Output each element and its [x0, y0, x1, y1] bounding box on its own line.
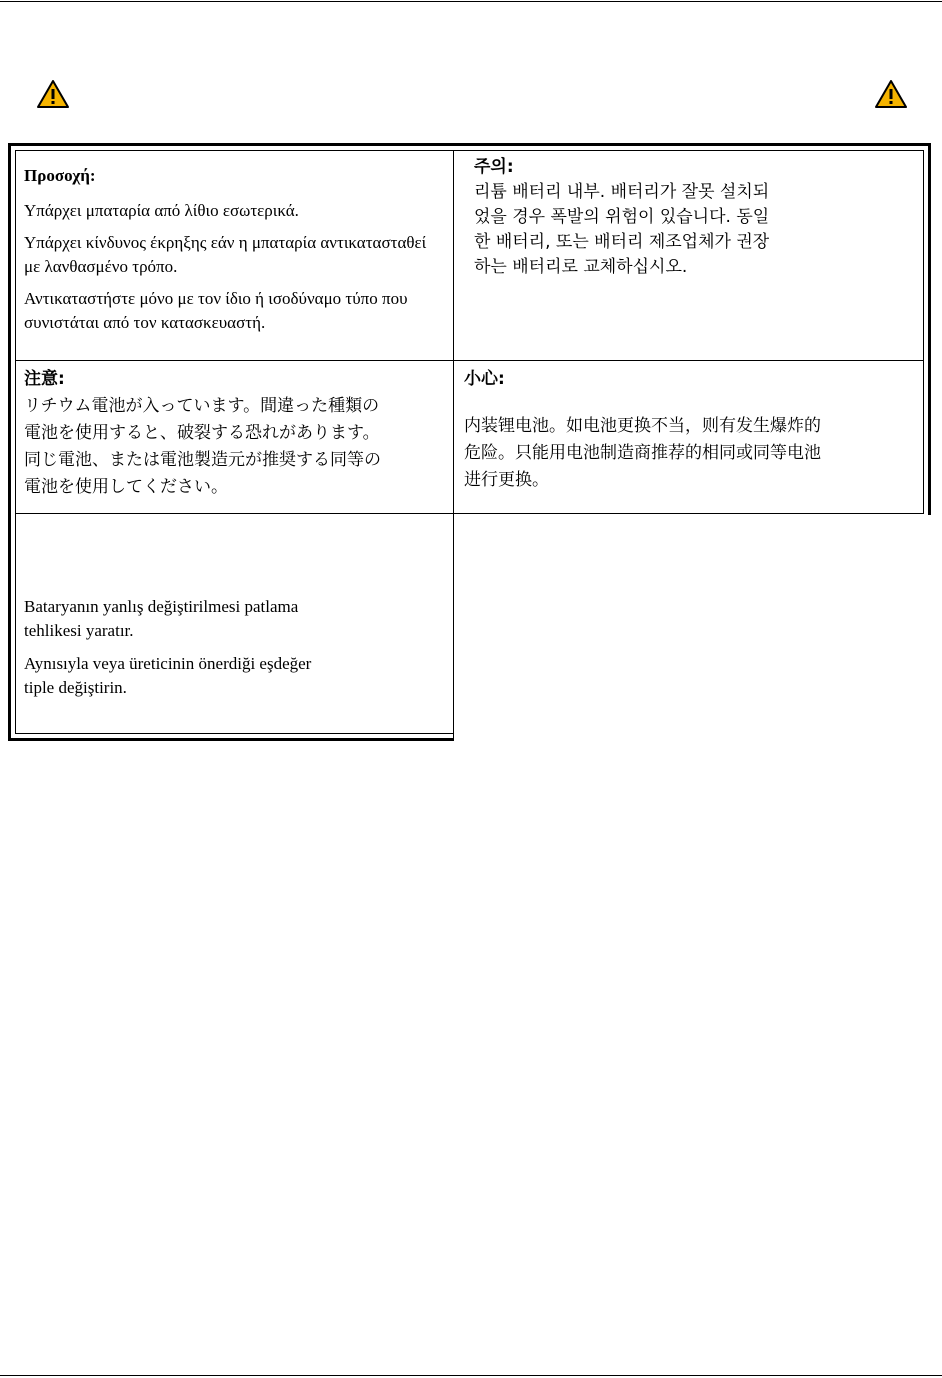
header-rule: [0, 1, 942, 2]
greek-caution-cell: [24, 164, 444, 343]
korean-caution-heading: 주의:: [474, 157, 514, 177]
greek-caution-paragraph: Υπάρχει μπαταρία από λίθιο εσωτερικά.: [24, 201, 299, 220]
chinese-caution-heading: 小心:: [464, 369, 505, 389]
japanese-caution-text: リチウム電池が入っています。間違った種類の電池を使用すると、破裂する恐れがあります。同じ電池、または電池製造元が推奨する同等の電池を使用してください。: [24, 396, 381, 497]
table-row-divider: [15, 360, 924, 361]
turkish-caution-paragraph: Aynısıyla veya üreticinin önerdiği eşdeğer tiple değiştirin.: [24, 654, 312, 697]
turkish-caution-paragraph: Bataryanın yanlış değiştirilmesi patlama tehlikesi yaratır.: [24, 597, 299, 640]
turkish-caution-cell: [24, 595, 444, 709]
table-outer-border-right: [928, 143, 931, 515]
greek-caution-paragraph: Υπάρχει κίνδυνος έκρηξης εάν η μπαταρία αντικατασταθεί με λανθασμένο τρόπο.: [24, 233, 427, 276]
warning-triangle-icon: [874, 79, 908, 109]
table-inner-border-top: [15, 150, 924, 151]
korean-caution-cell: [474, 155, 914, 280]
japanese-caution-heading: 注意:: [24, 369, 65, 389]
japanese-caution-cell: [24, 366, 444, 501]
korean-caution-text: 리튬 배터리 내부. 배터리가 잘못 설치되었을 경우 폭발의 위험이 있습니다. 동일한 배터리, 또는 배터리 제조업체가 권장하는 배터리로 교체하십시오.: [474, 182, 770, 277]
table-inner-border-left: [15, 150, 16, 734]
table-inner-border-bottom: [15, 733, 454, 734]
table-row-divider: [15, 513, 924, 514]
greek-caution-heading: Προσοχή:: [24, 166, 96, 185]
table-outer-border-bottom: [8, 738, 454, 741]
chinese-caution-text: 内装锂电池。如电池更换不当，则有发生爆炸的危险。只能用电池制造商推荐的相同或同等电池进行更换。: [464, 416, 821, 490]
warning-triangle-icon: [36, 79, 70, 109]
greek-caution-paragraph: Αντικαταστήστε μόνο με τον ίδιο ή ισοδύναμο τύπο που συνιστάται από τον κατασκευαστή.: [24, 289, 408, 332]
chinese-caution-cell: [464, 366, 904, 494]
footer-rule: [0, 1375, 942, 1376]
table-column-divider: [453, 150, 454, 738]
table-inner-border-right: [923, 150, 924, 513]
